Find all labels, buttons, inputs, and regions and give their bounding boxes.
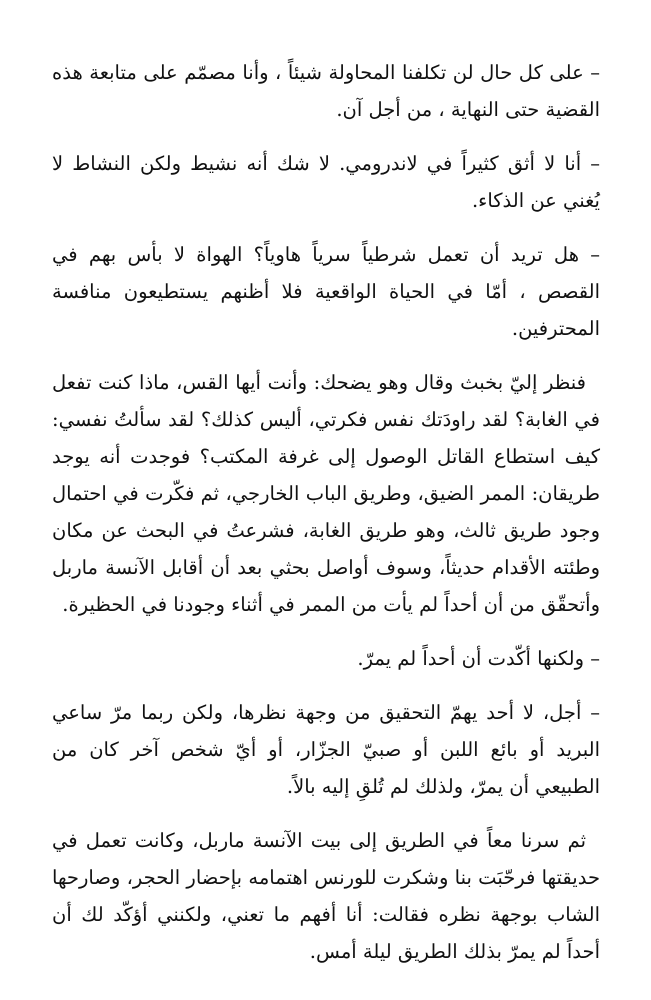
dialogue-paragraph: – هل تريد أن تعمل شرطياً سرياً هاوياً؟ الهواة لا بأس بهم في القصص ، أمّا في الحياة الواقعية فلا أظنهم يستطيعون منافسة المحترفين. [52,243,600,340]
narrative-paragraph: ثم سرنا معاً في الطريق إلى بيت الآنسة ماربل، وكانت تعمل في حديقتها فرحّبَت بنا وشكرت للورنس اهتمامه بإحضار الحجر، وصارحها الشاب بوجهة نظره فقالت: أنا أفهم ما تعني، ولكنني أؤكّد لك أن أحداً لم يمرّ بذلك الطريق ليلة أمس. [52,829,600,963]
dialogue-paragraph: – ولكنها أكّدت أن أحداً لم يمرّ. [357,647,600,670]
narrative-paragraph: فنظر إليّ بخبث وقال وهو يضحك: وأنت أيها القس، ماذا كنت تفعل في الغابة؟ لقد راودَتك نفس فكرتي، أليس كذلك؟ لقد سألتُ نفسي: كيف استطاع القاتل الوصول إلى غرفة المكتب؟ فوجدت أنه يوجد طريقان: الممر الضيق، وطريق الباب الخارجي، ثم فكّرت في احتمال وجود طريق ثالث، وهو طريق الغابة، فشرعتُ في البحث عن مكان وطئته الأقدام حديثاً، وسوف أواصل بحثي بعد أن أقابل الآنسة ماربل وأتحقّق من أن أحداً لم يأت من الممر في أثناء وجودنا في الحظيرة. [52,371,600,616]
book-page [52,54,600,987]
dialogue-paragraph: – على كل حال لن تكلفنا المحاولة شيئاً ، وأنا مصمّم على متابعة هذه القضية حتى النهاية ، من أجل آن. [52,61,600,121]
dialogue-paragraph: – أنا لا أثق كثيراً في لاندرومي. لا شك أنه نشيط ولكن النشاط لا يُغني عن الذكاء. [52,152,600,212]
dialogue-paragraph: – أجل، لا أحد يهمّ التحقيق من وجهة نظرها، ولكن ربما مرّ ساعي البريد أو بائع اللبن أو صبيّ الجزّار، أو أيّ شخص آخر كان من الطبيعي أن يمرّ، ولذلك لم تُلقِ إليه بالاً. [52,701,600,798]
